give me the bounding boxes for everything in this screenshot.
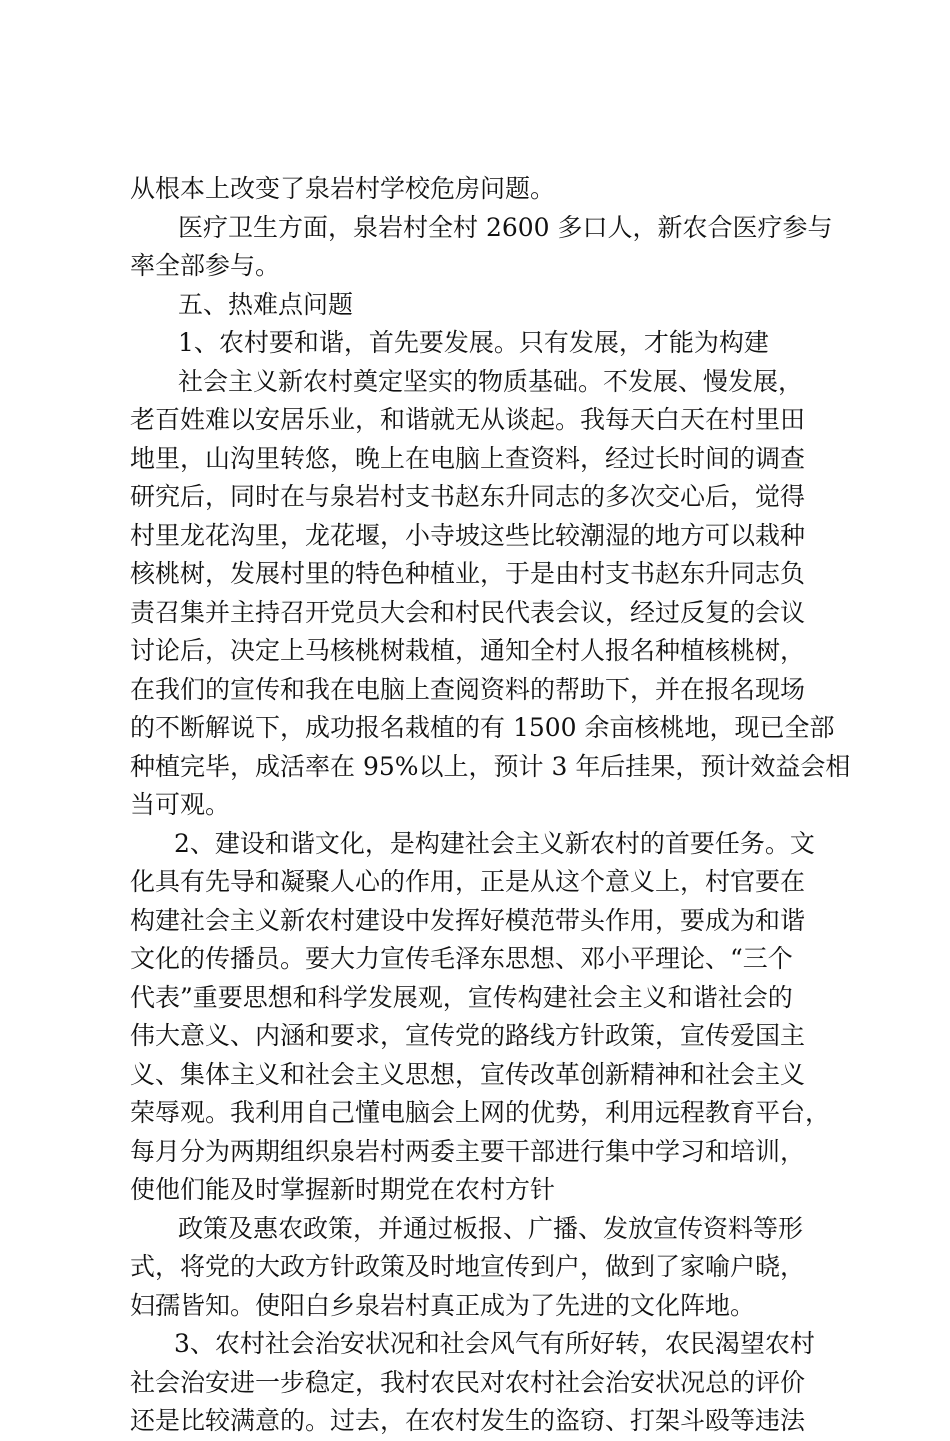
text-line: 责召集并主持召开党员大会和村民代表会议，经过反复的会议 [130, 597, 806, 627]
text-line: 的不断解说下，成功报名栽植的有 1500 余亩核桃地，现已全部 [130, 713, 835, 742]
text-line: 3、农村社会治安状况和社会风气有所好转，农民渴望农村 [174, 1329, 815, 1358]
text-line: 每月分为两期组织泉岩村两委主要干部进行集中学习和培训， [130, 1136, 806, 1166]
text-line: 医疗卫生方面，泉岩村全村 2600 多口人，新农合医疗参与 [178, 212, 833, 242]
text-line: 老百姓难以安居乐业，和谐就无从谈起。我每天白天在村里田 [130, 405, 806, 434]
text-line: 讨论后，决定上马核桃树栽植，通知全村人报名种植核桃树， [130, 636, 806, 665]
text-line: 从根本上改变了泉岩村学校危房问题。 [130, 174, 556, 203]
text-line: 研究后，同时在与泉岩村支书赵东升同志的多次交心后，觉得 [130, 482, 806, 511]
text-line: 还是比较满意的。过去，在农村发生的盗窃、打架斗殴等违法 [130, 1406, 806, 1435]
text-line: 化具有先导和凝聚人心的作用，正是从这个意义上，村官要在 [130, 867, 806, 896]
text-line: 村里龙花沟里，龙花堰，小寺坡这些比较潮湿的地方可以栽种 [130, 520, 806, 550]
text-line: 在我们的宣传和我在电脑上查阅资料的帮助下，并在报名现场 [130, 674, 806, 704]
body-text [130, 170, 850, 1441]
text-line: 社会治安进一步稳定，我村农民对农村社会治安状况总的评价 [130, 1367, 806, 1397]
text-line: 当可观。 [130, 790, 231, 819]
text-line: 义、集体主义和社会主义思想，宣传改革创新精神和社会主义 [130, 1059, 806, 1089]
text-line: 代表”重要思想和科学发展观，宣传构建社会主义和谐社会的 [130, 982, 793, 1012]
text-line: 文化的传播员。要大力宣传毛泽东思想、邓小平理论、“三个 [130, 944, 793, 973]
text-line: 构建社会主义新农村建设中发挥好模范带头作用，要成为和谐 [130, 905, 806, 935]
text-line: 核桃树，发展村里的特色种植业，于是由村支书赵东升同志负 [130, 559, 806, 588]
text-line: 政策及惠农政策，并通过板报、广播、发放宣传资料等形 [178, 1213, 804, 1243]
text-line: 社会主义新农村奠定坚实的物质基础。不发展、慢发展， [178, 366, 804, 396]
section-heading: 五、热难点问题 [178, 289, 354, 319]
text-line: 荣辱观。我利用自己懂电脑会上网的优势，利用远程教育平台， [130, 1098, 831, 1127]
text-line: 妇孺皆知。使阳白乡泉岩村真正成为了先进的文化阵地。 [130, 1290, 756, 1320]
text-line: 种植完毕，成活率在 95%以上，预计 3 年后挂果，预计效益会相 [130, 751, 851, 781]
text-line: 使他们能及时掌握新时期党在农村方针 [130, 1175, 556, 1204]
text-line: 2、建设和谐文化，是构建社会主义新农村的首要任务。文 [174, 828, 815, 858]
text-line: 率全部参与。 [130, 251, 281, 280]
text-line: 式，将党的大政方针政策及时地宣传到户，做到了家喻户晓， [130, 1252, 806, 1281]
text-line: 伟大意义、内涵和要求，宣传党的路线方针政策，宣传爱国主 [130, 1021, 806, 1050]
text-line: 1、农村要和谐，首先要发展。只有发展，才能为构建 [178, 328, 769, 357]
text-line: 地里，山沟里转悠，晚上在电脑上查资料，经过长时间的调查 [130, 443, 806, 473]
